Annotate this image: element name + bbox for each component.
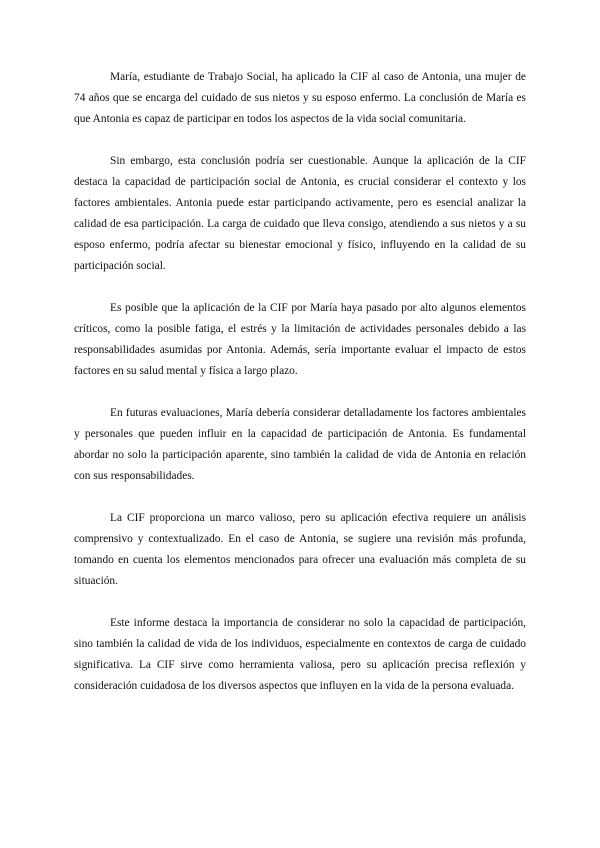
document-body [74, 67, 526, 718]
paragraph-3: Es posible que la aplicación de la CIF por María haya pasado por alto algunos elementos críticos, como la posible fatiga, el estrés y la limitación de actividades personales debido a las responsabilidades asumidas por Antonia. Además, sería importante evaluar el impacto de estos factores en su salud mental y física a largo plazo. [74, 302, 526, 377]
paragraph-4: En futuras evaluaciones, María debería considerar detalladamente los factores ambientales y personales que pueden influir en la capacidad de participación de Antonia. Es fundamental abordar no solo la participación aparente, sino también la calidad de vida de Antonia en relación con sus responsabilidades. [74, 407, 526, 482]
paragraph-6: Este informe destaca la importancia de considerar no solo la capacidad de participación, sino también la calidad de vida de los individuos, especialmente en contextos de carga de cuidado significativa. La CIF sirve como herramienta valiosa, pero su aplicación precisa reflexión y consideración cuidadosa de los diversos aspectos que influyen en la vida de la persona evaluada. [74, 617, 526, 692]
paragraph-5: La CIF proporciona un marco valioso, pero su aplicación efectiva requiere un análisis comprensivo y contextualizado. En el caso de Antonia, se sugiere una revisión más profunda, tomando en cuenta los elementos mencionados para ofrecer una evaluación más completa de su situación. [74, 512, 526, 587]
paragraph-2: Sin embargo, esta conclusión podría ser cuestionable. Aunque la aplicación de la CIF destaca la capacidad de participación social de Antonia, es crucial considerar el contexto y los factores ambientales. Antonia puede estar participando activamente, pero es esencial analizar la calidad de esa participación. La carga de cuidado que lleva consigo, atendiendo a sus nietos y a su esposo enfermo, podría afectar su bienestar emocional y físico, influyendo en la calidad de su participación social. [74, 155, 526, 272]
paragraph-1: María, estudiante de Trabajo Social, ha aplicado la CIF al caso de Antonia, una mujer de 74 años que se encarga del cuidado de sus nietos y su esposo enfermo. La conclusión de María es que Antonia es capaz de participar en todos los aspectos de la vida social comunitaria. [74, 71, 526, 125]
